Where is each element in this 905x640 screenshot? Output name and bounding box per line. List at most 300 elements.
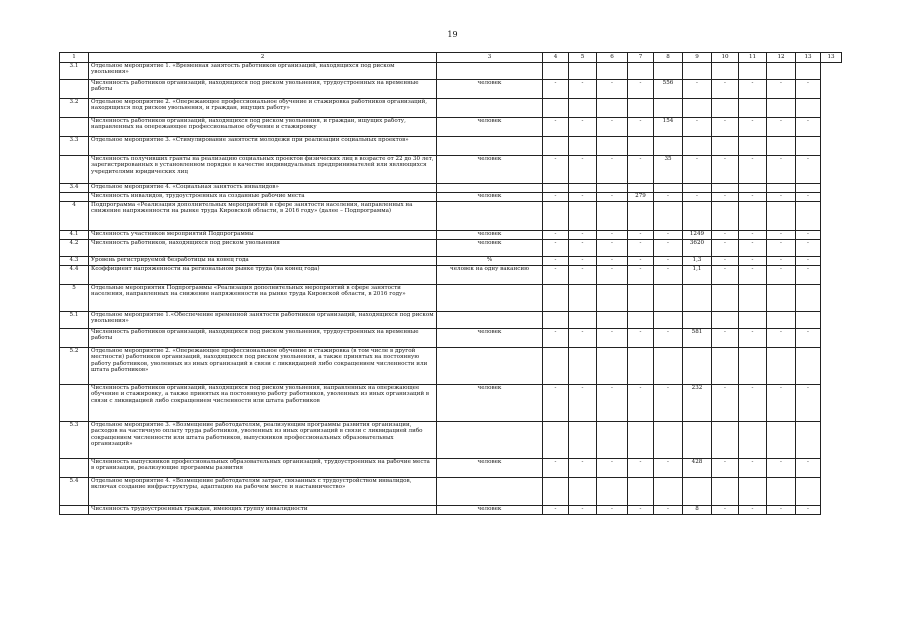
value-cell: - [712, 118, 739, 137]
indicator-name-cell: Численность выпускников профессиональных образовательных организаций, трудоустроенных на рабочие места в организации, реализующие программы развития [89, 459, 437, 478]
value-cell [628, 99, 654, 118]
page-number: 19 [447, 30, 458, 39]
unit-cell: человек [437, 506, 543, 515]
unit-cell: % [437, 257, 543, 266]
value-cell: - [569, 80, 597, 99]
value-cell: - [712, 329, 739, 348]
value-cell: - [739, 231, 767, 240]
value-cell [767, 202, 796, 231]
row-number-cell [60, 193, 89, 202]
table-row [60, 137, 842, 156]
value-cell: - [543, 385, 569, 422]
value-cell [739, 137, 767, 156]
value-cell: - [739, 240, 767, 257]
value-cell: - [739, 156, 767, 184]
value-cell: - [712, 459, 739, 478]
row-number-cell: 5.2 [60, 348, 89, 385]
value-cell: - [796, 193, 821, 202]
value-cell [712, 285, 739, 312]
value-cell: - [597, 257, 628, 266]
value-cell: - [597, 156, 628, 184]
value-cell [597, 422, 628, 459]
value-cell [654, 202, 683, 231]
value-cell: - [628, 118, 654, 137]
indicator-name-cell: Численность инвалидов, трудоустроенных на созданные рабочие места [89, 193, 437, 202]
value-cell: - [597, 329, 628, 348]
value-cell: - [767, 506, 796, 515]
value-cell: - [628, 231, 654, 240]
row-number-cell [60, 385, 89, 422]
value-cell: - [543, 240, 569, 257]
table-row [60, 193, 842, 202]
value-cell [628, 137, 654, 156]
value-cell [569, 285, 597, 312]
value-cell: - [654, 257, 683, 266]
value-cell: - [796, 156, 821, 184]
value-cell: - [569, 231, 597, 240]
value-cell [569, 348, 597, 385]
table-row [60, 312, 842, 329]
row-number-cell: 4.1 [60, 231, 89, 240]
value-cell: - [628, 329, 654, 348]
value-cell: - [569, 266, 597, 285]
table-row [60, 257, 842, 266]
row-number-cell: 3.1 [60, 63, 89, 80]
value-cell: - [543, 80, 569, 99]
unit-cell [437, 63, 543, 80]
indicator-name-cell: Численность работников, находящихся под риском увольнения [89, 240, 437, 257]
unit-cell: человек на одну вакансию [437, 266, 543, 285]
value-cell [597, 348, 628, 385]
value-cell [597, 285, 628, 312]
value-cell: - [712, 156, 739, 184]
table-row [60, 329, 842, 348]
value-cell [767, 137, 796, 156]
value-cell: - [569, 506, 597, 515]
value-cell: - [543, 118, 569, 137]
value-cell: 1,1 [683, 266, 712, 285]
table-row [60, 118, 842, 137]
row-number-cell [60, 329, 89, 348]
row-number-cell [60, 459, 89, 478]
value-cell [654, 285, 683, 312]
value-cell: - [597, 506, 628, 515]
value-cell: - [796, 118, 821, 137]
value-cell: - [767, 240, 796, 257]
row-number-cell: 5 [60, 285, 89, 312]
table-row [60, 63, 842, 80]
value-cell: - [796, 506, 821, 515]
indicator-name-cell: Отдельное мероприятие 4. «Возмещение работодателям затрат, связанных с трудоустройством инвалидов, включая создание инфраструктуры, адаптацию на рабочем месте и наставничество» [89, 478, 437, 506]
value-cell [654, 63, 683, 80]
value-cell [712, 422, 739, 459]
indicator-name-cell: Уровень регистрируемой безработицы на конец года [89, 257, 437, 266]
value-cell [796, 285, 821, 312]
value-cell: - [739, 193, 767, 202]
table-row [60, 184, 842, 193]
column-header: 11 [739, 53, 767, 63]
unit-cell: человек [437, 459, 543, 478]
value-cell [569, 422, 597, 459]
value-cell: - [739, 80, 767, 99]
value-cell [628, 202, 654, 231]
table-row [60, 202, 842, 231]
value-cell [597, 478, 628, 506]
value-cell: - [739, 506, 767, 515]
value-cell [569, 99, 597, 118]
value-cell [796, 99, 821, 118]
value-cell: 556 [654, 80, 683, 99]
unit-cell: человек [437, 240, 543, 257]
value-cell [739, 478, 767, 506]
value-cell [628, 348, 654, 385]
value-cell: - [654, 385, 683, 422]
value-cell: - [543, 156, 569, 184]
value-cell: 154 [654, 118, 683, 137]
value-cell: - [654, 506, 683, 515]
value-cell: - [569, 257, 597, 266]
value-cell [683, 99, 712, 118]
value-cell [597, 312, 628, 329]
value-cell [796, 348, 821, 385]
value-cell: - [767, 329, 796, 348]
value-cell: - [767, 266, 796, 285]
indicator-name-cell: Численность работников организаций, находящихся под риском увольнения, и граждан, ищущих работу, направленных на опережающее профессиональное обучение и стажировку [89, 118, 437, 137]
value-cell: - [712, 240, 739, 257]
table-row [60, 80, 842, 99]
indicator-name-cell: Численность получивших гранты на реализацию социальных проектов физических лиц в возрасте от 22 до 30 лет, зарегистрированных в установленном порядке в качестве индивидуальных предпринимателей или являющихся учредителями юридических лиц [89, 156, 437, 184]
indicator-name-cell: Отдельное мероприятие 1. «Временная занятость работников организаций, находящихся под риском увольнения» [89, 63, 437, 80]
unit-cell [437, 422, 543, 459]
value-cell: - [767, 193, 796, 202]
value-cell: - [654, 266, 683, 285]
unit-cell: человек [437, 385, 543, 422]
value-cell: - [543, 257, 569, 266]
value-cell [683, 202, 712, 231]
value-cell: - [683, 156, 712, 184]
value-cell: - [543, 459, 569, 478]
value-cell [654, 99, 683, 118]
value-cell [796, 63, 821, 80]
value-cell [683, 348, 712, 385]
value-cell: - [739, 329, 767, 348]
value-cell [767, 99, 796, 118]
value-cell: - [712, 257, 739, 266]
column-header: 1 [60, 53, 89, 63]
value-cell: - [628, 257, 654, 266]
value-cell: 1,3 [683, 257, 712, 266]
value-cell [543, 478, 569, 506]
value-cell [628, 285, 654, 312]
unit-cell [437, 285, 543, 312]
indicator-name-cell: Численность работников организаций, находящихся под риском увольнения, трудоустроенных на временные работы [89, 329, 437, 348]
unit-cell [437, 348, 543, 385]
unit-cell: человек [437, 118, 543, 137]
value-cell: - [628, 80, 654, 99]
indicator-name-cell: Численность участников мероприятий Подпрограммы [89, 231, 437, 240]
value-cell [569, 478, 597, 506]
value-cell [739, 312, 767, 329]
value-cell: - [796, 240, 821, 257]
indicators-table [59, 52, 842, 515]
column-header: 5 [569, 53, 597, 63]
indicator-name-cell: Отдельные мероприятия Подпрограммы «Реализация дополнительных мероприятий в сфере занятости населения, направленных на снижение напряженности на рынке труда Кировской области, в 2016 году» [89, 285, 437, 312]
column-header: 13 [821, 53, 842, 63]
value-cell [628, 312, 654, 329]
value-cell: - [628, 385, 654, 422]
value-cell: - [712, 266, 739, 285]
value-cell: - [796, 459, 821, 478]
value-cell: - [628, 459, 654, 478]
row-number-cell: 5.4 [60, 478, 89, 506]
value-cell: - [628, 240, 654, 257]
value-cell: - [569, 156, 597, 184]
column-header: 7 [628, 53, 654, 63]
value-cell [767, 312, 796, 329]
value-cell [654, 137, 683, 156]
value-cell: 35 [654, 156, 683, 184]
value-cell: - [543, 193, 569, 202]
value-cell [597, 184, 628, 193]
indicator-name-cell: Отдельное мероприятие 1.«Обеспечение временной занятости работников организаций, находящихся под риском увольнения» [89, 312, 437, 329]
value-cell: - [597, 459, 628, 478]
value-cell [796, 184, 821, 193]
value-cell [543, 202, 569, 231]
value-cell: - [767, 385, 796, 422]
value-cell: - [569, 459, 597, 478]
value-cell [569, 137, 597, 156]
value-cell [597, 137, 628, 156]
value-cell: - [628, 506, 654, 515]
value-cell [767, 348, 796, 385]
value-cell: - [597, 80, 628, 99]
indicator-name-cell: Отдельное мероприятие 2. «Опережающее профессиональное обучение и стажировка работников организаций, находящихся под риском увольнения, и граждан, ищущих работу» [89, 99, 437, 118]
value-cell [543, 312, 569, 329]
table-row [60, 156, 842, 184]
row-number-cell: 4.2 [60, 240, 89, 257]
value-cell [712, 312, 739, 329]
value-cell: - [767, 257, 796, 266]
value-cell: - [569, 385, 597, 422]
value-cell [543, 63, 569, 80]
row-number-cell: 3.3 [60, 137, 89, 156]
value-cell [654, 348, 683, 385]
value-cell [712, 202, 739, 231]
value-cell [712, 478, 739, 506]
value-cell: - [683, 118, 712, 137]
value-cell [654, 478, 683, 506]
value-cell [712, 348, 739, 385]
row-number-cell: 5.1 [60, 312, 89, 329]
value-cell [628, 63, 654, 80]
value-cell: - [739, 385, 767, 422]
value-cell: - [654, 231, 683, 240]
value-cell: - [597, 266, 628, 285]
value-cell: - [597, 118, 628, 137]
value-cell: - [683, 80, 712, 99]
table-row [60, 459, 842, 478]
value-cell: - [712, 80, 739, 99]
table-row [60, 231, 842, 240]
value-cell: 279 [628, 193, 654, 202]
value-cell: 428 [683, 459, 712, 478]
value-cell [654, 422, 683, 459]
indicator-name-cell: Отдельное мероприятие 3. «Стимулирование занятости молодежи при реализации социальных проектов» [89, 137, 437, 156]
value-cell: - [569, 329, 597, 348]
unit-cell [437, 137, 543, 156]
unit-cell [437, 184, 543, 193]
value-cell: - [597, 193, 628, 202]
value-cell: - [767, 80, 796, 99]
value-cell [796, 137, 821, 156]
value-cell: 1249 [683, 231, 712, 240]
unit-cell [437, 478, 543, 506]
value-cell: - [597, 231, 628, 240]
value-cell: - [739, 459, 767, 478]
value-cell: - [796, 80, 821, 99]
value-cell [654, 184, 683, 193]
value-cell [683, 285, 712, 312]
value-cell: - [569, 193, 597, 202]
unit-cell: человек [437, 231, 543, 240]
value-cell: - [767, 231, 796, 240]
row-number-cell: 3.2 [60, 99, 89, 118]
value-cell [543, 184, 569, 193]
value-cell: 581 [683, 329, 712, 348]
value-cell: - [543, 231, 569, 240]
value-cell: - [569, 118, 597, 137]
value-cell [712, 137, 739, 156]
unit-cell [437, 202, 543, 231]
value-cell: - [739, 266, 767, 285]
value-cell [767, 422, 796, 459]
column-header: 8 [654, 53, 683, 63]
indicator-name-cell: Отдельное мероприятие 2. «Опережающее профессиональное обучение и стажировка (в том числе в другой местности) работников организаций, находящихся под риском увольнения, а также принятых на постоянную работу работников, уволенных из иных организаций в связи с ликвидацией либо сокращением численности или штата работников» [89, 348, 437, 385]
value-cell [597, 63, 628, 80]
value-cell [739, 285, 767, 312]
table-header-row [60, 53, 842, 63]
table-row [60, 266, 842, 285]
table-row [60, 422, 842, 459]
column-header: 9 [683, 53, 712, 63]
row-number-cell: 4 [60, 202, 89, 231]
value-cell [796, 202, 821, 231]
unit-cell: человек [437, 193, 543, 202]
value-cell: - [767, 118, 796, 137]
value-cell: - [543, 506, 569, 515]
value-cell [683, 422, 712, 459]
value-cell: - [739, 118, 767, 137]
value-cell: - [796, 329, 821, 348]
value-cell [712, 63, 739, 80]
value-cell: - [654, 240, 683, 257]
value-cell [543, 285, 569, 312]
value-cell [569, 312, 597, 329]
value-cell: - [597, 240, 628, 257]
value-cell: - [796, 257, 821, 266]
table-row [60, 385, 842, 422]
value-cell: - [712, 231, 739, 240]
row-number-cell: 3.4 [60, 184, 89, 193]
value-cell [796, 422, 821, 459]
value-cell: - [796, 385, 821, 422]
value-cell: - [767, 156, 796, 184]
value-cell: - [654, 193, 683, 202]
value-cell: - [712, 193, 739, 202]
value-cell [683, 478, 712, 506]
row-number-cell: 4.4 [60, 266, 89, 285]
value-cell [739, 184, 767, 193]
value-cell [712, 99, 739, 118]
value-cell [767, 184, 796, 193]
table-row [60, 478, 842, 506]
value-cell [739, 202, 767, 231]
unit-cell: человек [437, 80, 543, 99]
column-header: 4 [543, 53, 569, 63]
value-cell [796, 312, 821, 329]
value-cell [628, 184, 654, 193]
value-cell [543, 348, 569, 385]
value-cell [597, 99, 628, 118]
table-row [60, 506, 842, 515]
column-header: 2 [89, 53, 437, 63]
table-row [60, 348, 842, 385]
value-cell: - [796, 231, 821, 240]
value-cell [712, 184, 739, 193]
value-cell [683, 63, 712, 80]
table-row [60, 99, 842, 118]
value-cell: - [543, 266, 569, 285]
value-cell [796, 478, 821, 506]
value-cell: - [654, 329, 683, 348]
value-cell [767, 63, 796, 80]
value-cell: - [654, 459, 683, 478]
row-number-cell: 5.3 [60, 422, 89, 459]
value-cell [683, 184, 712, 193]
value-cell: - [597, 385, 628, 422]
value-cell: - [683, 193, 712, 202]
indicator-name-cell: Отдельное мероприятие 3. «Возмещение работодателям, реализующим программы развития организации, расходов на частичную оплату труда работников, уволенных из иных организаций в связи с ликвидацией либо сокращением численности или штата работников, выпускников профессиональных образовательных организаций» [89, 422, 437, 459]
value-cell: 3620 [683, 240, 712, 257]
indicator-name-cell: Численность трудоустроенных граждан, имеющих группу инвалидности [89, 506, 437, 515]
value-cell: - [767, 459, 796, 478]
value-cell [597, 202, 628, 231]
value-cell [569, 63, 597, 80]
value-cell [543, 99, 569, 118]
value-cell [739, 422, 767, 459]
value-cell [739, 348, 767, 385]
row-number-cell [60, 156, 89, 184]
value-cell [569, 202, 597, 231]
indicator-name-cell: Коэффициент напряженности на региональном рынке труда (на конец года) [89, 266, 437, 285]
indicator-name-cell: Подпрограмма «Реализация дополнительных мероприятий в сфере занятости населения, направленных на снижение напряженности на рынке труда Кировской области, в 2016 году» (далее – Подпрограмма) [89, 202, 437, 231]
value-cell [683, 137, 712, 156]
indicator-name-cell: Численность работников организаций, находящихся под риском увольнения, направленных на опережающее обучение и стажировку, а также принятых на постоянную работу работников, уволенных из иных организаций в связи с ликвидацией либо сокращением численности или штата работников [89, 385, 437, 422]
value-cell: - [712, 506, 739, 515]
value-cell [739, 63, 767, 80]
value-cell: - [796, 266, 821, 285]
value-cell: 8 [683, 506, 712, 515]
row-number-cell [60, 80, 89, 99]
table-row [60, 285, 842, 312]
unit-cell: человек [437, 329, 543, 348]
indicator-name-cell: Отдельное мероприятие 4. «Социальная занятость инвалидов» [89, 184, 437, 193]
value-cell [683, 312, 712, 329]
value-cell: - [712, 385, 739, 422]
value-cell [628, 422, 654, 459]
value-cell [767, 285, 796, 312]
value-cell: - [543, 329, 569, 348]
